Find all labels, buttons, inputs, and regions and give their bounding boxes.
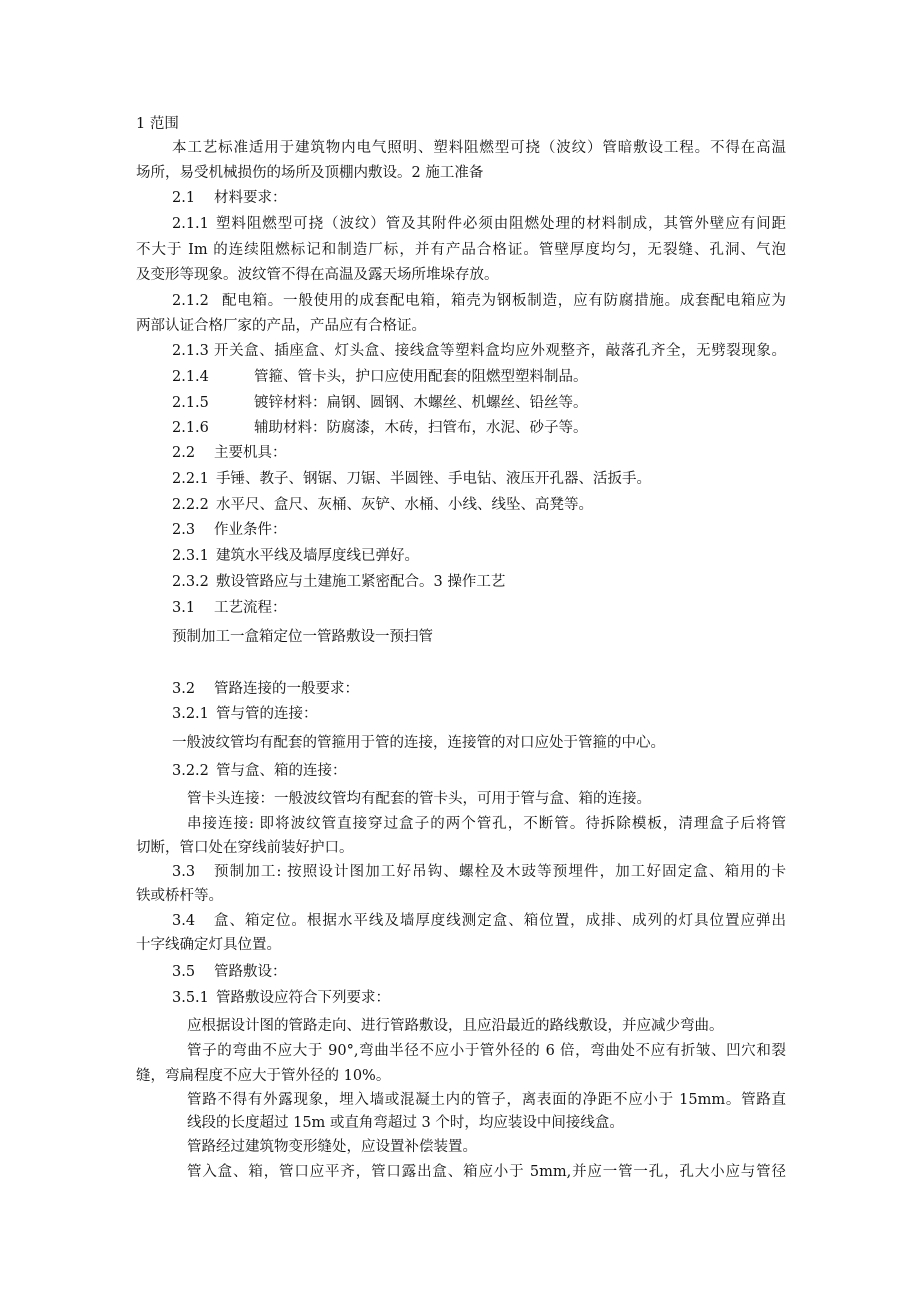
paragraph-line: 不大于 Im 的连续阻燃标记和制造厂标，并有产品合格证。管壁厚度均匀，无裂缝、孔洞、气泡: [136, 242, 786, 258]
section-title: 管路连接的一般要求：: [214, 681, 359, 697]
section-number: 3.5: [172, 964, 196, 980]
requirement-line: 管子的弯曲不应大于 90°,弯曲半径不应小于管外径的 6 倍，弯曲处不应有折皱、凹穴和裂: [187, 1043, 786, 1059]
section-number: 2.1.6: [172, 420, 209, 436]
section-number: 3.2.2: [172, 763, 209, 779]
section-title: 作业条件：: [214, 522, 287, 538]
paragraph-line: 及变形等现象。波纹管不得在高温及露天场所堆垛存放。: [136, 267, 499, 283]
paragraph-line: 开关盒、插座盒、灯头盒、接线盒等塑料盒均应外观整齐，敲落孔齐全，无劈裂现象。: [214, 343, 786, 359]
paragraph-line: 建筑水平线及墙厚度线已弹好。: [216, 548, 419, 564]
section-heading: 1 范围: [136, 116, 179, 132]
section-number: 3.2.1: [172, 706, 209, 722]
section-title: 工艺流程：: [214, 600, 287, 616]
requirement-line: 管路经过建筑物变形缝处，应设置补偿装置。: [187, 1139, 477, 1155]
paragraph-line: 一般波纹管均有配套的管箍用于管的连接，连接管的对口应处于管箍的中心。: [172, 735, 665, 751]
paragraph-line: 盒、箱定位。根据水平线及墙厚度线测定盒、箱位置，成排、成列的灯具位置应弹出: [214, 913, 786, 929]
requirement-line: 应根据设计图的管路走向、进行管路敷设，且应沿最近的路线敷设，并应减少弯曲。: [187, 1018, 724, 1034]
paragraph-line: 塑料阻燃型可挠（波纹）管及其附件必须由阻燃处理的材料制成，其管外壁应有间距: [216, 216, 786, 232]
paragraph-line: 管箍、管卡头，护口应使用配套的阻燃型塑料制品。: [254, 369, 588, 385]
paragraph-line: 敷设管路应与土建施工紧密配合。3 操作工艺: [216, 574, 506, 590]
section-number: 3.1: [172, 600, 196, 616]
section-title: 管与管的连接：: [216, 706, 318, 722]
process-flow: 预制加工一盒箱定位一管路敷设一预扫管: [172, 629, 433, 645]
section-number: 2.3.2: [172, 574, 209, 590]
requirement-line: 管路不得有外露现象，埋入墙或混凝土内的管子，离表面的净距不应小于 15mm。管路直: [187, 1092, 786, 1108]
paragraph-line: 镀锌材料：扁钢、圆钢、木螺丝、机螺丝、铅丝等。: [254, 395, 588, 411]
section-number: 2.1.2: [172, 293, 209, 309]
section-number: 2.2: [172, 445, 196, 461]
requirement-line: 线段的长度超过 15m 或直角弯超过 3 个时，均应装设中间接线盒。: [187, 1115, 624, 1131]
section-number: 2.1.4: [172, 369, 209, 385]
paragraph-line: 辅助材料：防腐漆，木砖，扫管布，水泥、砂子等。: [254, 420, 588, 436]
paragraph-line: 场所，易受机械损伤的场所及顶棚内敷设。2 施工准备: [136, 165, 484, 181]
section-title: 主要机具：: [214, 445, 287, 461]
paragraph-line: 十字线确定灯具位置。: [136, 937, 281, 953]
requirement-line: 缝，弯扁程度不应大于管外径的 10%。: [136, 1068, 391, 1084]
section-number: 2.1.5: [172, 395, 209, 411]
section-number: 2.2.1: [172, 471, 209, 487]
paragraph-line: 串接连接: 即将波纹管直接穿过盒子的两个管孔，不断管。待拆除模板，清理盒子后将管: [187, 816, 786, 832]
paragraph-line: 手锤、教子、钢锯、刀锯、半圆锉、手电钻、液压开孔器、活扳手。: [216, 471, 651, 487]
paragraph-line: 铁或桥杆等。: [136, 888, 223, 904]
section-number: 3.3: [172, 864, 196, 880]
section-number: 2.1: [172, 190, 196, 206]
paragraph-line: 管卡头连接：一般波纹管均有配套的管卡头，可用于管与盒、箱的连接。: [187, 791, 651, 807]
paragraph-line: 配电箱。一般使用的成套配电箱，箱壳为钢板制造，应有防腐措施。成套配电箱应为: [222, 293, 786, 309]
section-title: 管路敷设应符合下列要求：: [216, 990, 390, 1006]
section-title: 管路敷设：: [214, 964, 287, 980]
paragraph-line: 水平尺、盒尺、灰桶、灰铲、水桶、小线、线坠、高凳等。: [216, 497, 593, 513]
section-number: 2.1.3: [172, 343, 209, 359]
section-number: 2.3.1: [172, 548, 209, 564]
paragraph-line: 切断，管口处在穿线前装好护口。: [136, 840, 354, 856]
section-number: 2.1.1: [172, 216, 209, 232]
paragraph-line: 两部认证合格厂家的产品，产品应有合格证。: [136, 318, 426, 334]
section-number: 3.2: [172, 681, 196, 697]
paragraph-line: 本工艺标准适用于建筑物内电气照明、塑料阻燃型可挠（波纹）管暗敷设工程。不得在高温: [172, 140, 786, 156]
section-title: 材料要求：: [214, 190, 287, 206]
paragraph-line: 预制加工: 按照设计图加工好吊钩、螺栓及木豉等预埋件，加工好固定盒、箱用的卡: [214, 864, 786, 880]
section-number: 2.2.2: [172, 497, 209, 513]
section-number: 2.3: [172, 522, 196, 538]
section-number: 3.5.1: [172, 990, 209, 1006]
section-number: 3.4: [172, 913, 196, 929]
requirement-line: 管入盒、箱，管口应平齐，管口露出盒、箱应小于 5mm,并应一管一孔，孔大小应与管径: [187, 1164, 786, 1180]
section-title: 管与盒、箱的连接：: [216, 763, 347, 779]
